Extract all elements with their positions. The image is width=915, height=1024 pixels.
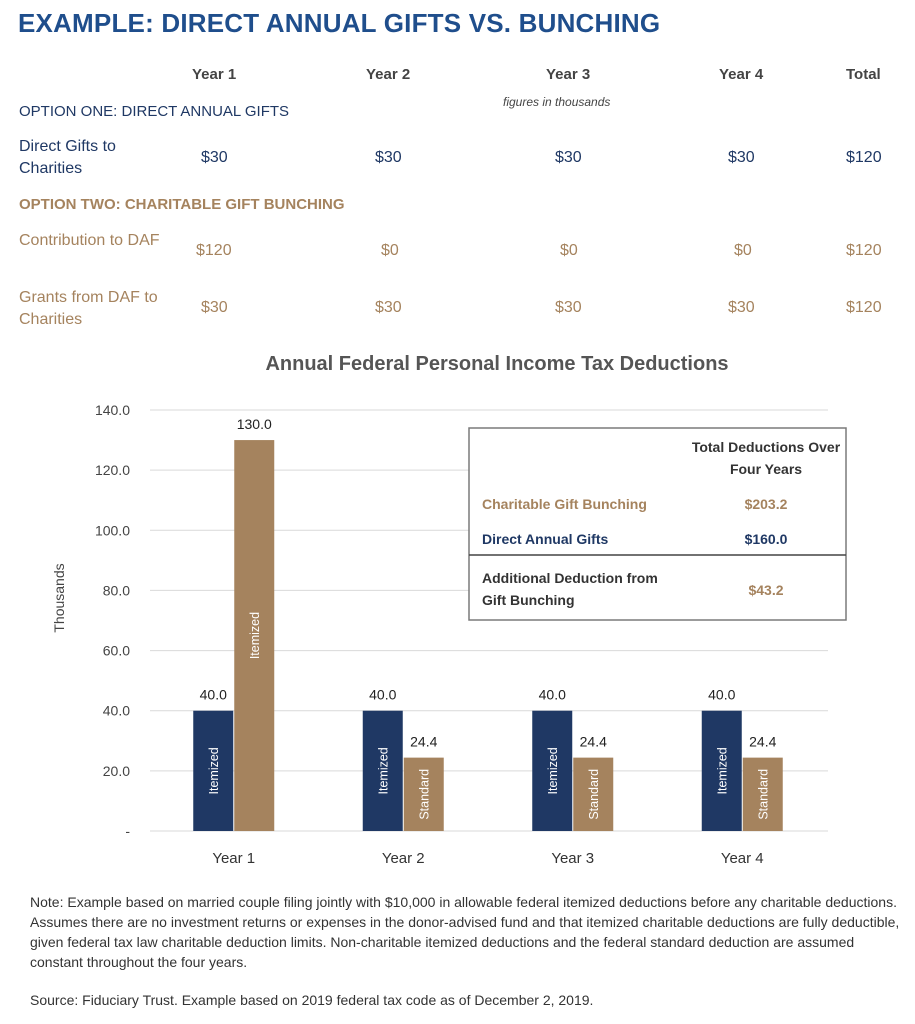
y-tick-label: 60.0 bbox=[102, 642, 130, 659]
row-label-direct-gifts: Direct Gifts to Charities bbox=[19, 138, 116, 177]
deductions-chart bbox=[0, 340, 915, 880]
col-header-total: Total bbox=[846, 66, 881, 83]
y-tick-label: 20.0 bbox=[102, 762, 130, 779]
cell-grants-year1: $30 bbox=[201, 299, 228, 316]
x-category-label: Year 3 bbox=[551, 850, 595, 867]
data-label: 24.4 bbox=[410, 733, 438, 750]
option-one-header: OPTION ONE: DIRECT ANNUAL GIFTS bbox=[19, 103, 290, 120]
summary-direct-value: $160.0 bbox=[744, 531, 788, 547]
cell-contribution-year4: $0 bbox=[734, 242, 752, 259]
source-line: Source: Fiduciary Trust. Example based on 2019 federal tax code as of December 2, 2019. bbox=[30, 992, 594, 1008]
bar-inner-label: Standard bbox=[586, 768, 601, 820]
summary-bunching-label: Charitable Gift Bunching bbox=[482, 496, 647, 512]
cell-grants-year2: $30 bbox=[375, 299, 402, 316]
col-header-year2: Year 2 bbox=[366, 66, 411, 83]
y-tick-label: 120.0 bbox=[94, 462, 130, 479]
y-tick-label: 80.0 bbox=[102, 582, 130, 599]
cell-contribution-year3: $0 bbox=[560, 242, 578, 259]
x-category-label: Year 1 bbox=[212, 850, 256, 867]
col-header-year1: Year 1 bbox=[192, 66, 237, 83]
bar-inner-label: Itemized bbox=[206, 747, 221, 795]
bar-inner-label: Itemized bbox=[545, 747, 560, 795]
cell-grants-year4: $30 bbox=[728, 299, 755, 316]
summary-additional-value: $43.2 bbox=[748, 582, 784, 598]
y-tick-label: 100.0 bbox=[94, 522, 130, 539]
y-tick-label: 140.0 bbox=[94, 402, 130, 418]
y-tick-label: 40.0 bbox=[102, 702, 130, 719]
data-label: 40.0 bbox=[708, 686, 736, 703]
summary-direct-label: Direct Annual Gifts bbox=[482, 531, 609, 547]
cell-direct-gifts-year3: $30 bbox=[555, 149, 582, 166]
bar-inner-label: Itemized bbox=[715, 747, 730, 795]
footnote: Note: Example based on married couple filing jointly with $10,000 in allowable federal itemized deductions before any charitable deductions. Assumes there are no investment returns or expenses in the donor-advised fund and that itemized charitable deductions are fully deductible, given federal tax law charitable deduction limits. Non-charitable itemized deductions and the federal standard deduction are assumed constant throughout the four years. bbox=[30, 894, 900, 970]
col-header-year3: Year 3 bbox=[546, 66, 591, 83]
cell-direct-gifts-year1: $30 bbox=[201, 149, 228, 166]
data-label: 40.0 bbox=[369, 686, 397, 703]
cell-grants-year3: $30 bbox=[555, 299, 582, 316]
y-axis-label: Thousands bbox=[51, 563, 67, 633]
option-two-header: OPTION TWO: CHARITABLE GIFT BUNCHING bbox=[19, 196, 345, 213]
data-label: 130.0 bbox=[236, 416, 272, 433]
cell-direct-gifts-year4: $30 bbox=[728, 149, 755, 166]
chart-title: Annual Federal Personal Income Tax Deductions bbox=[265, 353, 729, 375]
bar-inner-label: Itemized bbox=[247, 611, 262, 660]
bar-inner-label: Standard bbox=[417, 768, 432, 820]
col-header-year4: Year 4 bbox=[719, 66, 764, 83]
y-tick-label: - bbox=[125, 823, 130, 839]
row-label-contribution-daf: Contribution to DAF bbox=[19, 232, 160, 249]
summary-additional-label: Additional Deduction from Gift Bunching bbox=[482, 570, 658, 608]
data-label: 40.0 bbox=[199, 686, 227, 703]
cell-direct-gifts-total: $120 bbox=[846, 149, 882, 166]
summary-bunching-value: $203.2 bbox=[744, 496, 788, 512]
cell-contribution-year1: $120 bbox=[196, 242, 232, 259]
summary-box-header: Total Deductions Over Four Years bbox=[691, 439, 841, 477]
cell-contribution-year2: $0 bbox=[381, 242, 399, 259]
bar-inner-label: Itemized bbox=[376, 747, 391, 795]
cell-grants-total: $120 bbox=[846, 299, 882, 316]
data-label: 24.4 bbox=[579, 733, 607, 750]
bar-inner-label: Standard bbox=[756, 768, 771, 820]
cell-contribution-total: $120 bbox=[846, 242, 882, 259]
data-label: 40.0 bbox=[538, 686, 566, 703]
page-title: EXAMPLE: DIRECT ANNUAL GIFTS VS. BUNCHING bbox=[18, 8, 661, 38]
summary-box bbox=[469, 428, 846, 620]
data-label: 24.4 bbox=[749, 733, 777, 750]
x-category-label: Year 4 bbox=[720, 850, 764, 867]
cell-direct-gifts-year2: $30 bbox=[375, 149, 402, 166]
row-label-grants-daf: Grants from DAF to Charities bbox=[19, 289, 158, 328]
x-category-label: Year 2 bbox=[381, 850, 425, 867]
figures-note: figures in thousands bbox=[503, 95, 611, 109]
